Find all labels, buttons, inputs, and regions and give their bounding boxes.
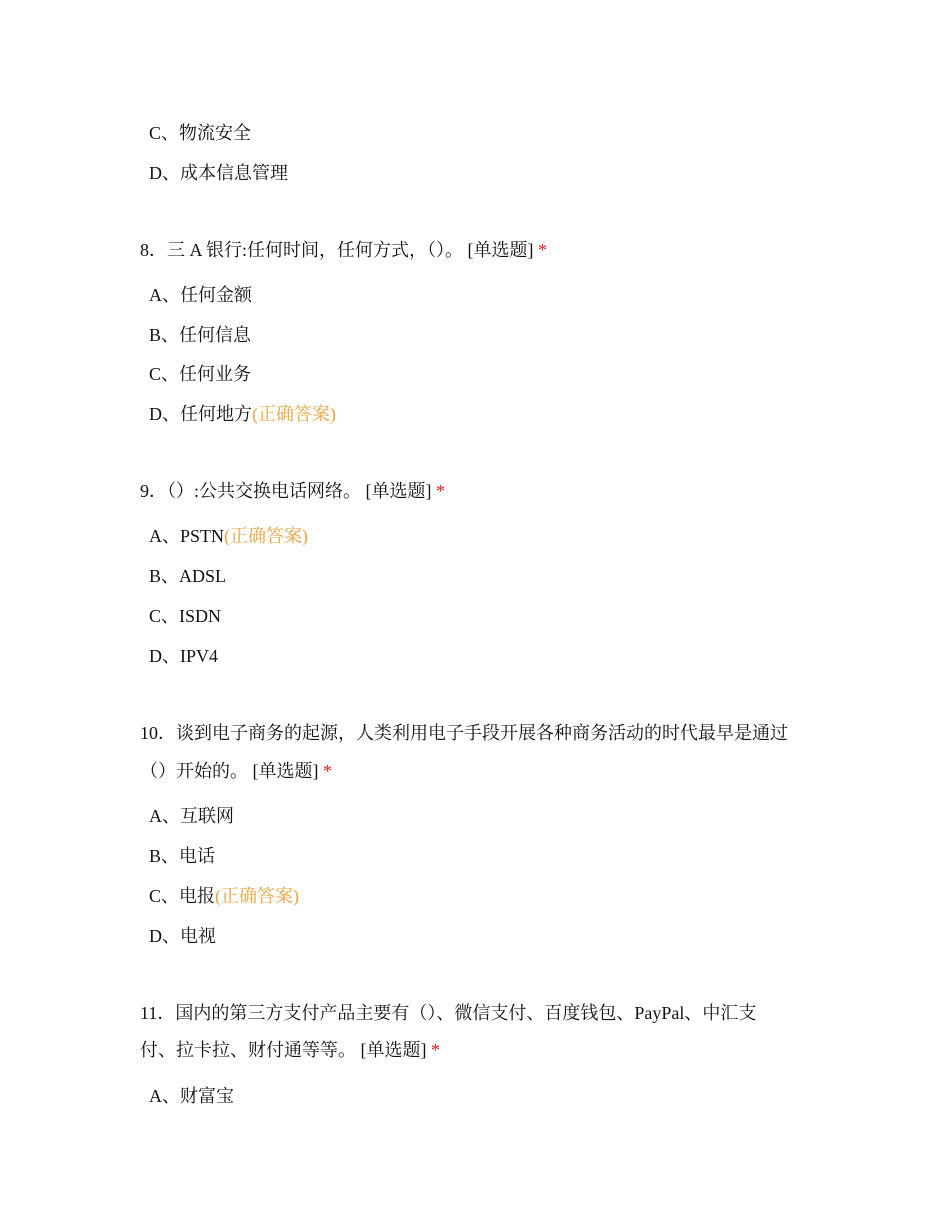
q8-option-d: D、任何地方(正确答案)	[149, 404, 336, 424]
question-8-title: 8．三 A 银行:任何时间，任何方式，（）。 [单选题] *	[140, 240, 547, 260]
q10-option-b: B、电话	[149, 846, 216, 866]
question-11-title-line2: 付、拉卡拉、财付通等等。 [单选题] *	[140, 1040, 440, 1060]
required-mark: *	[436, 481, 445, 501]
question-10-title-line2: （）开始的。 [单选题] *	[140, 761, 332, 781]
q11-option-a: A、财富宝	[149, 1086, 234, 1106]
question-11-title-line1: 11．国内的第三方支付产品主要有（）、微信支付、百度钱包、PayPal、中汇支	[140, 1003, 757, 1023]
option-c-prev: C、物流安全	[149, 123, 252, 143]
q8-option-a: A、任何金额	[149, 285, 252, 305]
option-d-prev: D、成本信息管理	[149, 163, 288, 183]
question-10-title-line1: 10．谈到电子商务的起源，人类利用电子手段开展各种商务活动的时代最早是通过	[140, 723, 788, 743]
question-9-title: 9．（）:公共交换电话网络。 [单选题] *	[140, 481, 445, 501]
q9-option-b: B、ADSL	[149, 566, 227, 586]
q10-option-a: A、互联网	[149, 806, 234, 826]
q8-option-c: C、任何业务	[149, 364, 252, 384]
required-mark: *	[431, 1040, 440, 1060]
required-mark: *	[323, 761, 332, 781]
q8-option-b: B、任何信息	[149, 325, 252, 345]
correct-answer-mark: (正确答案)	[224, 526, 309, 546]
correct-answer-mark: (正确答案)	[215, 886, 300, 906]
q9-option-d: D、IPV4	[149, 646, 219, 666]
q9-option-c: C、ISDN	[149, 606, 222, 626]
q9-option-a: A、PSTN(正确答案)	[149, 526, 309, 546]
correct-answer-mark: (正确答案)	[252, 404, 336, 424]
required-mark: *	[538, 240, 547, 260]
q10-option-c: C、电报(正确答案)	[149, 886, 300, 906]
q10-option-d: D、电视	[149, 926, 216, 946]
